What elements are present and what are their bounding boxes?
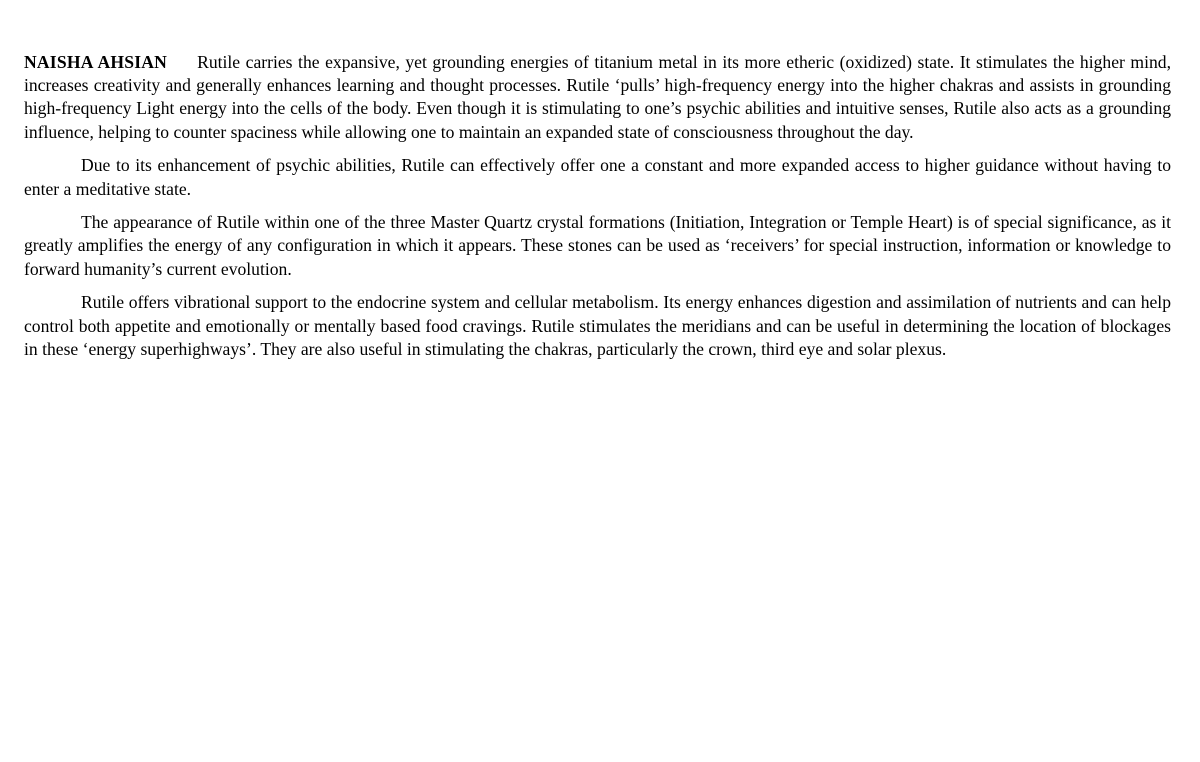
paragraph-vibrational-support: Rutile offers vibrational support to the endocrine system and cellular metabolism. Its energy enhances digestion and assimilation of nutrients and can help control both appetite and emotionally or mentally based food cravings. Rutile stimulates the meridians and can be useful in determining the location of blockages in these ‘energy superhighways’. They are also useful in stimulating the chakras, particularly the crown, third eye and solar plexus.: [24, 292, 1171, 359]
paragraph-intro: [24, 51, 1171, 144]
paragraph-psychic-abilities: Due to its enhancement of psychic abilities, Rutile can effectively offer one a constant and more expanded access to higher guidance without having to enter a meditative state.: [24, 155, 1171, 199]
paragraph-intro-text: Rutile carries the expansive, yet grounding energies of titanium metal in its more etheric (oxidized) state. It stimulates the higher mind, increases creativity and generally enhances learning and thought processes. Rutile ‘pulls’ high-frequency energy into the higher chakras and assists in grounding high-frequency Light energy into the cells of the body. Even though it is stimulating to one’s psychic abilities and intuitive senses, Rutile also acts as a grounding influence, helping to counter spaciness while allowing one to maintain an expanded state of consciousness throughout the day.: [24, 52, 1171, 142]
author-heading: NAISHA AHSIAN: [24, 52, 168, 72]
paragraph-master-quartz: The appearance of Rutile within one of the three Master Quartz crystal formations (Initiation, Integration or Temple Heart) is of special significance, as it greatly amplifies the energy of any configuration in which it appears. These stones can be used as ‘receivers’ for special instruction, information or knowledge to forward humanity’s current evolution.: [24, 212, 1171, 279]
